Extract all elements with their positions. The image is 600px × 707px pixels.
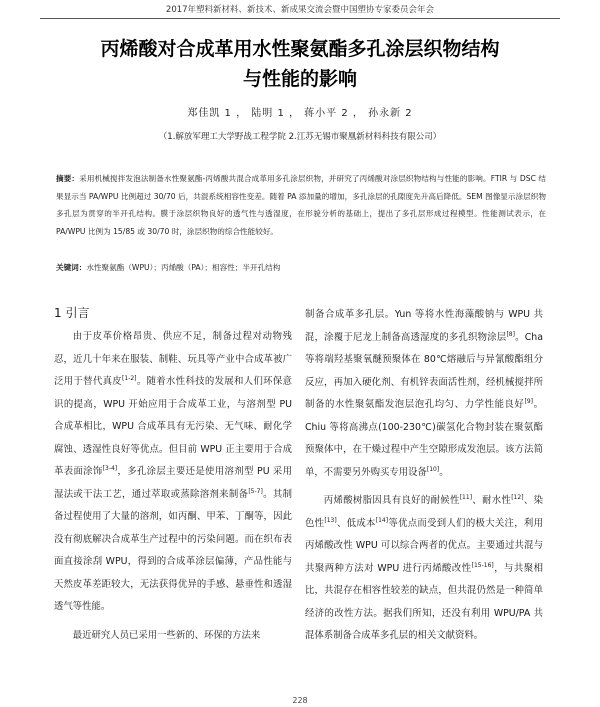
- paragraph: 最近研究人员已采用一些新的、环保的方法来: [72, 629, 261, 641]
- author-list: 郑佳凯 1 ， 陆明 1 ， 蒋小平 2 ， 孙永新 2: [187, 108, 413, 119]
- abstract-label: 摘要：: [56, 174, 80, 183]
- keywords-text: 水性聚氨酯（WPU）；丙烯酸（PA）；相容性；半开孔结构: [86, 263, 281, 272]
- keywords-label: 关键词：: [56, 263, 87, 272]
- paragraph: 丙烯酸树脂因具有良好的耐候性[11]、耐水性[12]、染色性[13]、低成本[14]等优点而受到人们的极大关注，利用丙烯酸改性 WPU 可以综合两者的优点。主要通过共混与共聚两种方法对 WPU 进行丙烯酸改性[15-16]，与共聚相比，共混存在相容性较差的缺点，但共混仍然是一种简单经济的改性方法。据我们所知，还没有利用 WPU/PA 共混体系制备合成革多孔层的相关文献资料。: [305, 493, 543, 641]
- right-column: [305, 304, 543, 654]
- paper-title-line2: 与性能的影响: [242, 68, 357, 90]
- running-header: [0, 0, 600, 22]
- paragraph: 制备合成革多孔层。Yun 等将水性海藻酸钠与 WPU 共混，涂覆于尼龙上制备高透湿度的多孔织物涂层[8]。Cha 等将端羟基聚氧醚预聚体在 80℃熔融后与异氰酸酯组分反应，再加入硬化剂、有机锌表面活性剂，经机械搅拌所制备的水性聚氨酯发泡层泡孔均匀、力学性能良好[9]。Chiu 等将高沸点(100-230℃)碳氢化合物封装在聚氨酯预聚体中，在干燥过程中产生空隙形成发泡层。该方法简单，不需要另外购买专用设备[10]。: [305, 309, 543, 478]
- header-rule: [40, 18, 560, 19]
- paragraph: 由于皮革价格昂贵、供应不足，制备过程对动物残忍，近几十年来在服装、制鞋、玩具等产业中合成革被广泛用于替代真皮[1-2]。随着水性科技的发展和人们环保意识的提高，WPU 开始应用于合成革工业，与溶剂型 PU 合成革相比，WPU 合成革具有无污染、无气味、耐化学腐蚀、透湿性良好等优点。但目前 WPU 正主要用于合成革表面涂饰[3-4]，多孔涂层主要还是使用溶剂型 PU 采用湿法或干法工艺，通过萃取或蒸除溶剂来制备[5-7]。其制备过程使用了大量的溶剂，如丙酮、甲苯、丁酮等，因此没有彻底解决合成革生产过程中的污染问题。而在织布表面直接涂刮 WPU，得到的合成革涂层偏薄，产品性能与天然皮革差距较大，无法获得优异的手感、悬垂性和透湿透气等性能。: [54, 331, 292, 612]
- left-column: [54, 304, 292, 653]
- page-number: 228: [292, 696, 308, 705]
- paper-title: [40, 34, 560, 94]
- running-header-text: 2017年塑料新材料、新技术、新成果交流会暨中国塑协专家委员会年会: [165, 5, 435, 15]
- paper-title-line1: 丙烯酸对合成革用水性聚氨酯多孔涂层织物结构: [100, 38, 500, 60]
- affiliation: （1.解放军理工大学野战工程学院 2.江苏无锡市聚凰新材料科技有限公司）: [158, 132, 442, 142]
- abstract: [56, 170, 546, 240]
- section-heading-intro: 1 引言: [54, 306, 90, 320]
- keywords: [56, 261, 546, 275]
- abstract-text: 采用机械搅拌发泡法制备水性聚氨酯-丙烯酸共混合成革用多孔涂层织物，并研究了丙烯酸对涂层织物结构与性能的影响。FTIR 与 DSC 结果显示当 PA/WPU 比例超过 30/70 后，共混系统相容性变差。随着 PA 添加量的增加，多孔涂层的孔隙度先升高后降低。SEM 图像显示涂层织物多孔层为贯穿的半开孔结构。膜于涂层织物良好的透气性与透湿度，在形貌分析的基础上，提出了多孔层形成过程模型。性能测试表示，在 PA/WPU 比例为 15/85 或 30/70 时，涂层织物的综合性能较好。: [56, 174, 546, 236]
